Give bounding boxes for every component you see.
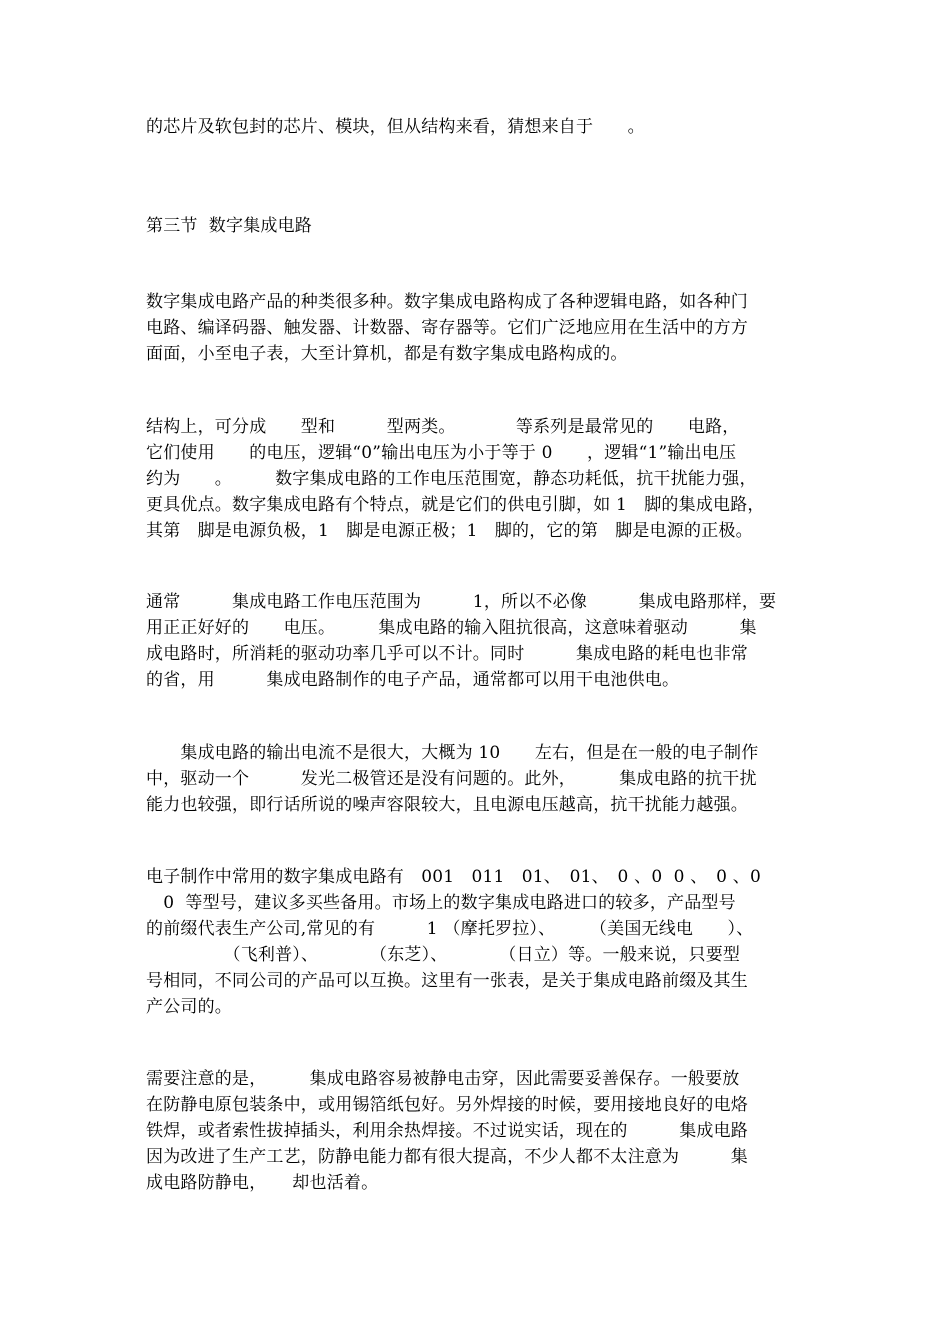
text-line: 需要注意的是， 集成电路容易被静电击穿，因此需要妥善保存。一般要放 (146, 1069, 740, 1089)
text-line: 的前缀代表生产公司,常见的有 1 （摩托罗拉）、 （美国无线电 ）、 (146, 919, 754, 939)
text-line: 铁焊，或者索性拔掉插头，利用余热焊接。不过说实话，现在的 集成电路 (146, 1121, 748, 1141)
text-line: 面面，小至电子表，大至计算机，都是有数字集成电路构成的。 (146, 344, 628, 364)
text-line: 用正正好好的 电压。 集成电路的输入阻抗很高，这意味着驱动 集 (146, 618, 757, 638)
text-line: 产公司的。 (146, 997, 232, 1017)
text-line: 数字集成电路产品的种类很多种。数字集成电路构成了各种逻辑电路，如各种门 (146, 292, 748, 312)
text-line: 约为 。 数字集成电路的工作电压范围宽，静态功耗低，抗干扰能力强， (146, 469, 757, 489)
section-heading: 第三节 数字集成电路 (146, 216, 313, 236)
text-line: 其第 脚是电源负极，1 脚是电源正极；1 脚的，它的第 脚是电源的正极。 (146, 521, 753, 541)
text-line: 电路、编译码器、触发器、计数器、寄存器等。它们广泛地应用在生活中的方方 (146, 318, 748, 338)
text-line: 它们使用 的电压，逻辑“0”输出电压为小于等于 0 ，逻辑“1”输出电压 (146, 443, 737, 463)
text-line: 0 等型号，建议多买些备用。市场上的数字集成电路进口的较多，产品型号 (146, 893, 736, 913)
text-line: 通常 集成电路工作电压范围为 1，所以不必像 集成电路那样，要 (146, 592, 777, 612)
text-line: 结构上，可分成 型和 型两类。 等系列是最常见的 电路， (146, 417, 740, 437)
text-line: 的芯片及软包封的芯片、模块，但从结构来看，猜想来自于 。 (146, 117, 645, 137)
text-line: 成电路时，所消耗的驱动功率几乎可以不计。同时 集成电路的耗电也非常 (146, 644, 748, 664)
text-line: 更具优点。数字集成电路有个特点，就是它们的供电引脚，如 1 脚的集成电路， (146, 495, 765, 515)
text-line: 中，驱动一个 发光二极管还是没有问题的。此外， 集成电路的抗干扰 (146, 769, 757, 789)
text-line: 号相同，不同公司的产品可以互换。这里有一张表，是关于集成电路前缀及其生 (146, 971, 748, 991)
text-line: （飞利普）、 （东芝）、 （日立）等。一般来说，只要型 (146, 945, 741, 965)
text-line: 因为改进了生产工艺，防静电能力都有很大提高，不少人都不太注意为 集 (146, 1147, 748, 1167)
text-line: 的省，用 集成电路制作的电子产品，通常都可以用干电池供电。 (146, 670, 680, 690)
text-line: 能力也较强，即行话所说的噪声容限较大，且电源电压越高，抗干扰能力越强。 (146, 795, 748, 815)
text-line: 成电路防静电， 却也活着。 (146, 1173, 379, 1193)
text-line: 集成电路的输出电流不是很大，大概为 10 左右，但是在一般的电子制作 (146, 743, 759, 763)
text-line: 在防静电原包装条中，或用锡箔纸包好。另外焊接的时候，要用接地良好的电烙 (146, 1095, 748, 1115)
text-line: 电子制作中常用的数字集成电路有 001 011 01、 01、 0 、0 0 、 0 、0 (146, 867, 761, 887)
